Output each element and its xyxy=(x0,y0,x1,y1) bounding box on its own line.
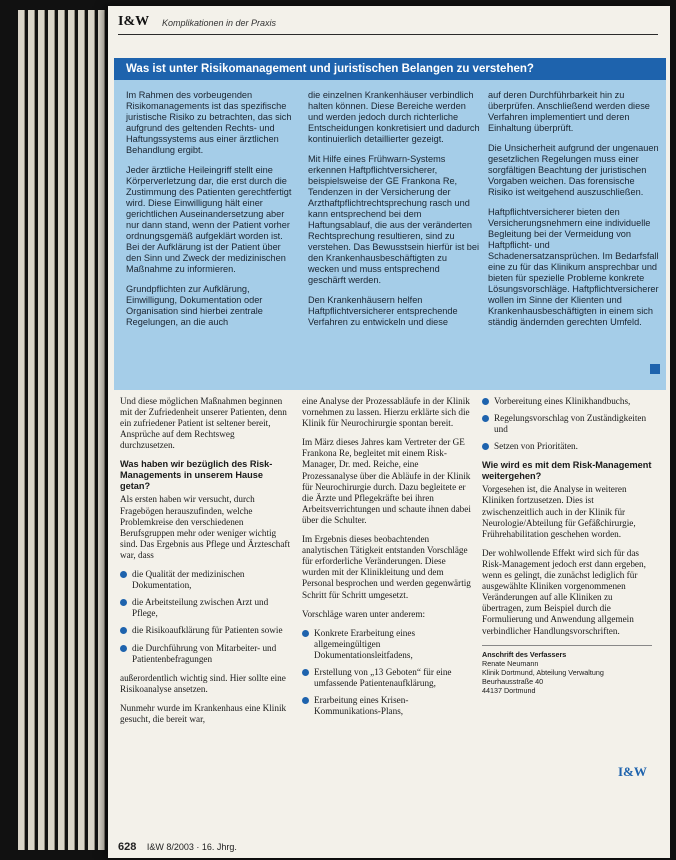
bullet-icon xyxy=(120,627,127,634)
magazine-logo: I&W xyxy=(118,14,150,29)
list-item-text: die Qualität der medizinischen Dokumentation, xyxy=(132,569,245,591)
list-item xyxy=(120,569,290,591)
list-item xyxy=(482,413,652,435)
list-item-text: die Risikoaufklärung für Patienten sowie xyxy=(132,625,283,636)
contact-line: Beurhausstraße 40 xyxy=(482,676,544,686)
paragraph: außerordentlich wichtig sind. Hier sollte eine Risikoanalyse ansetzen. xyxy=(120,672,286,694)
paragraph: Haftpflichtversicherer bieten den Versicherungsnehmern eine individuelle Begleitung bei der Vermeidung von Haftpflicht- und Schadenersatzansprüchen. Im Bedarfsfall eine zu für das Klinikum ansprechbar und bieten für spezielle Probleme konkrete Lösungsvorschläge. Haftpflichtversicherer wollen im Sinne der Klienten und Krankenhausbeschäftigten in einem sich ständig ändernden gerechten Umfeld. xyxy=(488,207,659,327)
bullet-icon xyxy=(482,443,489,450)
list-item-text: die Arbeitsteilung zwischen Arzt und Pflege, xyxy=(132,597,269,619)
magazine-logo-footer: I&W xyxy=(618,764,647,779)
list-item xyxy=(120,643,290,665)
list-item-text: Konkrete Erarbeitung eines allgemeingültigen Dokumentationsleitfadens, xyxy=(314,627,416,660)
body-column-2 xyxy=(302,396,472,725)
bullet-icon xyxy=(120,571,127,578)
list-item xyxy=(302,667,472,689)
list-item xyxy=(302,695,472,717)
body-column-1 xyxy=(120,396,290,733)
paragraph: Und diese möglichen Maßnahmen beginnen mit der Zufriedenheit unserer Patienten, denn ein zufriedener Patient ist seltener bereit, Ansprüche auf dem Rechtsweg durchzusetzen. xyxy=(120,396,287,451)
paragraph: Als ersten haben wir versucht, durch Fragebögen herauszufinden, welche Problemkreise den verschiedenen Berufsgruppen mehr oder weniger wichtig sind. Das Ergebnis aus Pflege und Ärzteschaft war, dass xyxy=(120,494,291,560)
list-item xyxy=(482,441,652,452)
running-header xyxy=(118,14,658,35)
paragraph: Die Unsicherheit aufgrund der ungenauen gesetzlichen Regelungen muss einer sorgfältigen Beachtung der juristischen Vorgaben weichen. Das forensische Risiko ist weitgehend auszuschließen. xyxy=(488,143,659,197)
list-item-text: Regelungsvorschlag von Zuständigkeiten und xyxy=(494,413,647,435)
list-item xyxy=(482,396,652,407)
bullet-icon xyxy=(302,669,309,676)
info-box-column-3 xyxy=(488,90,660,337)
list-item-text: Vorbereitung eines Klinikhandbuchs, xyxy=(494,396,631,406)
bullet-list xyxy=(302,628,472,718)
contact-line: Renate Neumann xyxy=(482,658,539,668)
paragraph: Im Ergebnis dieses beobachtenden analytischen Tätigkeit entstanden Vorschläge für erforderliche Veränderungen. Diese wurden mit der Klinikleitung und dem Personal besprochen und werden gegenwärtig Schritt für Schritt umgesetzt. xyxy=(302,534,471,600)
list-item xyxy=(120,625,290,636)
page-edge xyxy=(78,10,85,850)
magazine-page xyxy=(108,6,670,858)
bullet-icon xyxy=(120,599,127,606)
paragraph: die einzelnen Krankenhäuser verbindlich halten können. Diese Bereiche werden und werden jedoch durch richterliche Entscheidungen konkretisiert und dadurch kontinuierlich detaillierter gezeigt. xyxy=(308,90,480,144)
body-column-3 xyxy=(482,396,652,695)
subheading: Was haben wir bezüglich des Risk-Managements in unserem Hause getan? xyxy=(120,459,273,492)
bullet-icon xyxy=(482,415,489,422)
page-edge xyxy=(48,10,55,850)
info-box-column-2 xyxy=(308,90,480,337)
bullet-icon xyxy=(302,697,309,704)
paragraph: Der wohlwollende Effekt wird sich für das Risk-Management jedoch erst dann ergeben, wenn es gelingt, die zunächst lediglich für ausgewählte Kliniken vorgenommenen Veränderungen auf alle Kliniken zu übertragen, zum Beispiel durch die Formulierung und Anwendung allgemein verbindlicher Handlungsvorschriften. xyxy=(482,547,646,636)
bullet-list xyxy=(120,569,290,665)
list-item xyxy=(302,628,472,661)
list-item-text: die Durchführung von Mitarbeiter- und Patientenbefragungen xyxy=(132,642,277,664)
paragraph: Grundpflichten zur Aufklärung, Einwilligung, Dokumentation oder Organisation sind hierbei zentrale Regelungen, an die auch xyxy=(126,284,263,327)
page-edge xyxy=(28,10,35,850)
list-item-text: Setzen von Prioritäten. xyxy=(494,441,578,452)
page-edge xyxy=(38,10,45,850)
paragraph: Im März dieses Jahres kam Vertreter der GE Frankona Re, begleitet mit einem Risk-Manager, Dr. med. Reiche, eine Prozessanalyse über die Abläufe in der Klinik für Neurochirurgie durch. Dazu begleitete er die Ärzte und Pflegekräfte bei ihren Arbeitsverrichtungen und schaute ihnen dabei über die Schulter. xyxy=(302,437,471,525)
bullet-icon xyxy=(482,398,489,405)
paragraph: auf deren Durchführbarkeit hin zu überprüfen. Anschließend werden diese Verfahren implementiert und deren Einhaltung überprüft. xyxy=(488,90,650,133)
page-edge xyxy=(88,10,95,850)
info-box-column-1 xyxy=(126,90,298,337)
paragraph: Vorschläge waren unter anderem: xyxy=(302,608,426,619)
page-number: 628 xyxy=(118,841,137,853)
paragraph: Nunmehr wurde im Krankenhaus eine Klinik gesucht, die bereit war, xyxy=(120,702,287,724)
page-edge xyxy=(18,10,25,850)
page-edge xyxy=(58,10,65,850)
info-box-title: Was ist unter Risikomanagement und juristischen Belangen zu verstehen? xyxy=(114,58,666,80)
contact-line: Klinik Dortmund, Abteilung Verwaltung xyxy=(482,667,604,677)
paragraph: Vorgesehen ist, die Analyse in weiteren Kliniken fortzusetzen. Dies ist zwischenzeitlich auch in der Klinik für Neurologie/Abteilung für Gefäßchirurgie, Frührehabilitation geschehen worden. xyxy=(482,484,636,539)
info-box xyxy=(114,58,666,390)
list-item-text: Erarbeitung eines Krisen-Kommunikations-Plans, xyxy=(314,695,409,717)
list-item xyxy=(120,597,290,619)
section-label: Komplikationen in der Praxis xyxy=(162,18,277,28)
paragraph: Den Krankenhäusern helfen Haftpflichtversicherer entsprechende Verfahren zu entwickeln und diese xyxy=(308,295,458,327)
paragraph: Im Rahmen des vorbeugenden Risikomanagements ist das spezifische juristische Risiko zu betrachten, das sich aufgrund des geltenden Rechts- und Haftungssystems aus einer ärztlichen Behandlung ergibt. xyxy=(126,90,292,155)
author-contact xyxy=(482,645,652,695)
end-mark-icon xyxy=(650,364,660,374)
contact-title: Anschrift des Verfassers xyxy=(482,649,567,659)
page-edge xyxy=(68,10,75,850)
bullet-icon xyxy=(302,630,309,637)
page-footer xyxy=(118,841,237,853)
subheading: Wie wird es mit dem Risk-Management weitergehen? xyxy=(482,460,652,482)
paragraph: Jeder ärztliche Heileingriff stellt eine Körperverletzung dar, die erst durch die Zustimmung des Patienten gerechtfertigt wird. Diese Einwilligung hält einer gerichtlichen Auseinandersetzung aber nur dann stand, wenn der Patient vorher ordnungsgemäß aufgeklärt worden ist. Bei der Aufklärung ist der Patient über den Sinn und Zweck der medizinischen Maßnahme zu informieren. xyxy=(126,165,292,274)
page-edge xyxy=(98,10,105,850)
bullet-icon xyxy=(120,645,127,652)
bullet-list xyxy=(482,396,652,452)
paragraph: eine Analyse der Prozessabläufe in der Klinik vornehmen zu lassen. Hierzu erklärte sich die Klinik für Neurochirurgie spontan bereit. xyxy=(302,396,470,429)
contact-line: 44137 Dortmund xyxy=(482,685,536,695)
paragraph: Mit Hilfe eines Frühwarn-Systems erkennen Haftpflichtversicherer, beispielsweise der GE Frankona Re, Tendenzen in der Versicherung der Arzthaftpflichtrechtsprechung rasch und kann entsprechend bei dem Haftungsablauf, die aus der veränderten Rechtsprechung resultieren, sind zu verstehen. Das Bewusstsein hierfür ist bei den Krankenhausbeschäftigten zu wecken und muss entsprechend geschärft werden. xyxy=(308,154,480,285)
issue-info: I&W 8/2003 · 16. Jhrg. xyxy=(146,842,237,852)
list-item-text: Erstellung von „13 Geboten“ für eine umfassende Patientenaufklärung, xyxy=(314,666,452,689)
